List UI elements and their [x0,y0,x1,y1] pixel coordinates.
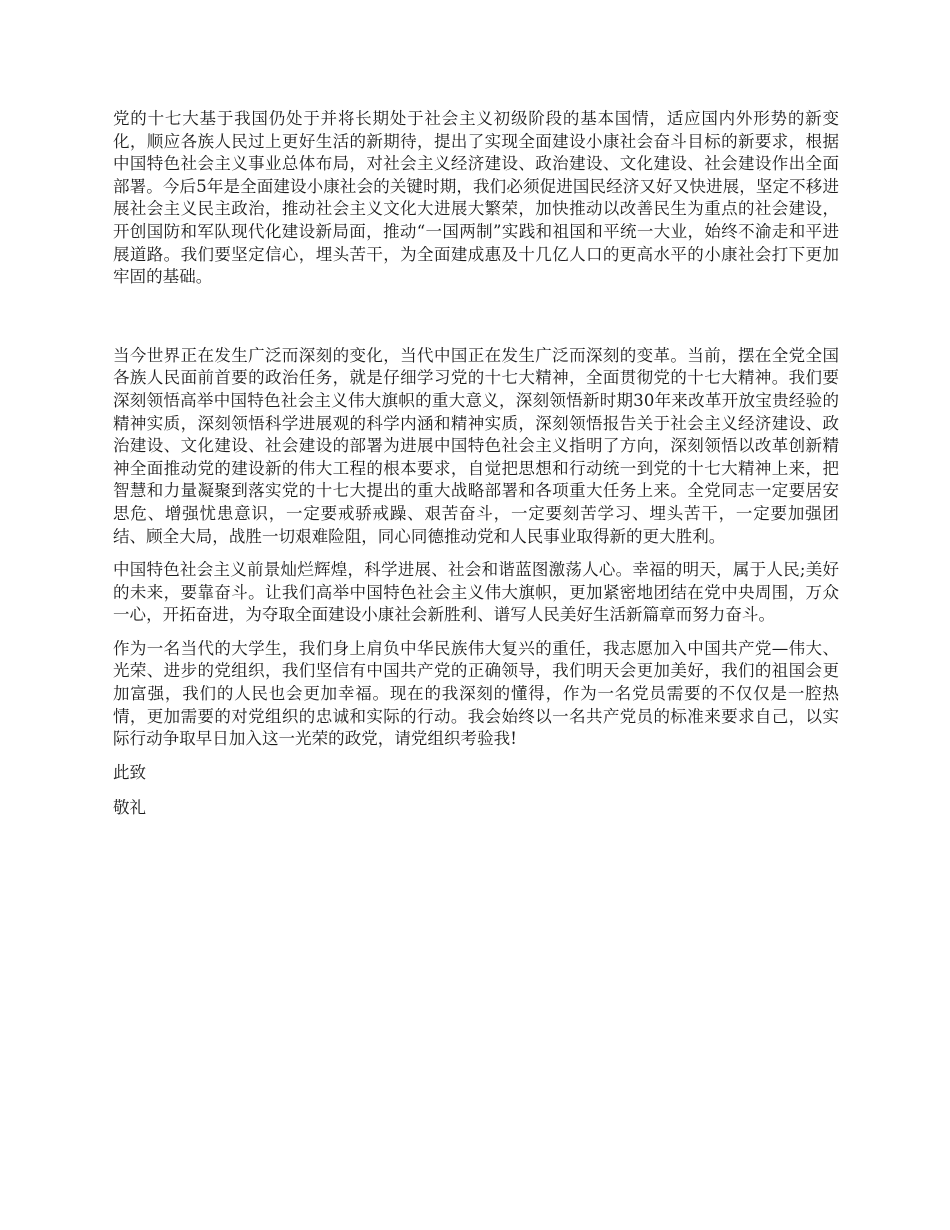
closing-salutation: 此致 [113,762,147,782]
paragraph-3: 中国特色社会主义前景灿烂辉煌，科学进展、社会和谐蓝图激荡人心。幸福的明天，属于人民;美好的未来，要靠奋斗。让我们高举中国特色社会主义伟大旗帜，更加紧密地团结在党中央周围，万众一心，开拓奋进，为夺取全面建设小康社会新胜利、谱写人民美好生活新篇章而努力奋斗。 [113,560,839,625]
paragraph-4: 作为一名当代的大学生，我们身上肩负中华民族伟大复兴的重任，我志愿加入中国共产党—伟大、光荣、进步的党组织，我们坚信有中国共产党的正确领导，我们明天会更加美好，我们的祖国会更加富强，我们的人民也会更加幸福。现在的我深刻的懂得，作为一名党员需要的不仅仅是一腔热情，更加需要的对党组织的忠诚和实际的行动。我会始终以一名共产党员的标准来要求自己，以实际行动争取早日加入这一光荣的政党，请党组织考验我! [113,638,839,749]
closing-regards: 敬礼 [113,798,147,818]
document-body [113,108,839,833]
paragraph-2: 当今世界正在发生广泛而深刻的变化，当代中国正在发生广泛而深刻的变革。当前，摆在全党全国各族人民面前首要的政治任务，就是仔细学习党的十七大精神，全面贯彻党的十七大精神。我们要深刻领悟高举中国特色社会主义伟大旗帜的重大意义，深刻领悟新时期30年来改革开放宝贵经验的精神实质，深刻领悟科学进展观的科学内涵和精神实质，深刻领悟报告关于社会主义经济建设、政治建设、文化建设、社会建设的部署为进展中国特色社会主义指明了方向，深刻领悟以改革创新精神全面推动党的建设新的伟大工程的根本要求，自觉把思想和行动统一到党的十七大精神上来，把智慧和力量凝聚到落实党的十七大提出的重大战略部署和各项重大任务上来。全党同志一定要居安思危、增强忧患意识，一定要戒骄戒躁、艰苦奋斗，一定要刻苦学习、埋头苦干，一定要加强团结、顾全大局，战胜一切艰难险阻，同心同德推动党和人民事业取得新的更大胜利。 [113,345,839,546]
paragraph-gap [113,289,839,345]
paragraph-1: 党的十七大基于我国仍处于并将长期处于社会主义初级阶段的基本国情，适应国内外形势的新变化，顺应各族人民过上更好生活的新期待，提出了实现全面建设小康社会奋斗目标的新要求，根据中国特色社会主义事业总体布局，对社会主义经济建设、政治建设、文化建设、社会建设作出全面部署。今后5年是全面建设小康社会的关键时期，我们必须促进国民经济又好又快进展，坚定不移进展社会主义民主政治，推动社会主义文化大进展大繁荣，加快推动以改善民生为重点的社会建设，开创国防和军队现代化建设新局面，推动“一国两制”实践和祖国和平统一大业，始终不渝走和平进展道路。我们要坚定信心，埋头苦干，为全面建成惠及十几亿人口的更高水平的小康社会打下更加牢固的基础。 [113,109,839,287]
